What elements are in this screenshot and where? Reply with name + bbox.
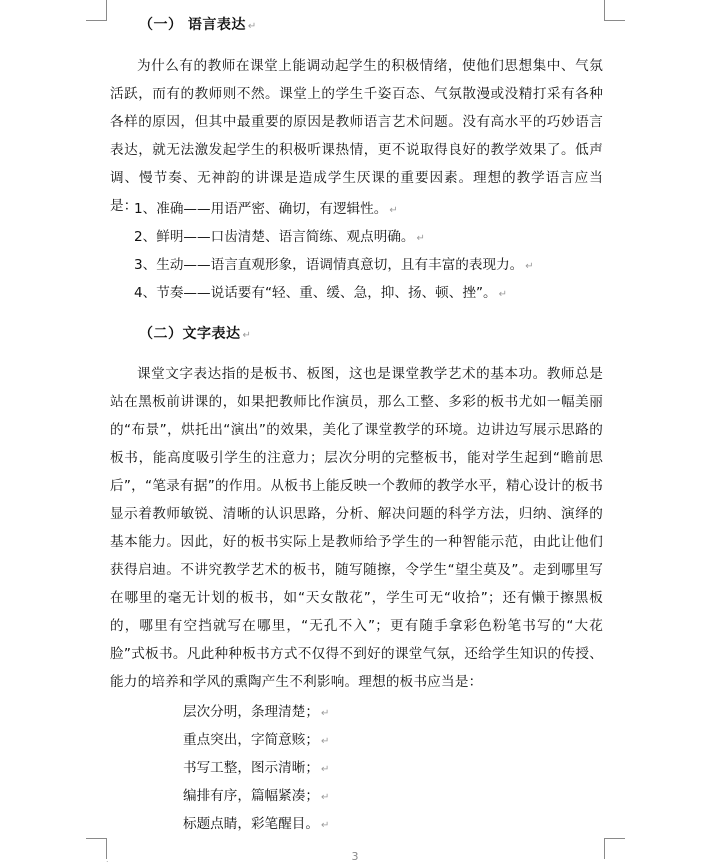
list-item: 标题点睛，彩笔醒目。 ↵ (183, 816, 330, 832)
paragraph-mark-icon: ↵ (247, 21, 257, 32)
paragraph-mark-icon: ↵ (389, 205, 398, 216)
corner-mark-top-left (86, 0, 107, 21)
section1-paragraph: 为什么有的教师在课堂上能调动起学生的积极情绪，使他们思想集中、气氛活跃，而有的教师则不然。课堂上的学生千姿百态、气氛散漫或没精打采有各种各样的原因，但其中最重要的原因是教师语言艺术问题。没有高水平的巧妙语言表达，就无法激发起学生的积极听课热情，更不说取得良好的教学效果了。低声调、慢节奏、无神韵的讲课是造成学生厌课的重要因素。理想的教学语言应当是： (110, 58, 603, 214)
paragraph-mark-icon: ↵ (498, 289, 507, 300)
paragraph-mark-icon: ↵ (320, 708, 330, 719)
paragraph-mark-icon: ↵ (416, 233, 425, 244)
corner-mark-top-right (604, 0, 625, 21)
list-item: 书写工整，图示清晰； ↵ (183, 760, 330, 776)
list-item: 2、鲜明——口齿清楚、语言简练、观点明确。 ↵ (134, 229, 425, 245)
paragraph-mark-icon: ↵ (320, 764, 330, 775)
paragraph-mark-icon: ↵ (320, 736, 330, 747)
list-item: 层次分明，条理清楚； ↵ (183, 704, 330, 720)
list-item: 重点突出，字简意赅； ↵ (183, 732, 330, 748)
paragraph-mark-icon: ↵ (242, 330, 252, 341)
section1-title: （一） 语言表达 (139, 17, 246, 33)
list-item: 3、生动——语言直观形象，语调情真意切，且有丰富的表现力。 ↵ (134, 257, 534, 273)
list-item: 1、准确——用语严密、确切，有逻辑性。 ↵ (134, 201, 398, 217)
section2-paragraph: 课堂文字表达指的是板书、板图，这也是课堂教学艺术的基本功。教师总是站在黑板前讲课的，如果把教师比作演员，那么工整、多彩的板书尤如一幅美丽的“布景”，烘托出“演出”的效果，美化了课堂教学的环境。边讲边写展示思路的板书，能高度吸引学生的注意力；层次分明的完整板书，能对学生起到“瞻前思后”，“笔录有据”的作用。从板书上能反映一个教师的教学水平，精心设计的板书显示着教师敏锐、清晰的认识思路，分析、解决问题的科学方法，归纳、演绎的基本能力。因此，好的板书实际上是教师给予学生的一种智能示范，由此让他们获得启迪。不讲究教学艺术的板书，随写随擦，令学生“望尘莫及”。走到哪里写在哪里的毫无计划的板书，如“天女散花”，学生可无“收拾”；还有懒于擦黑板的，哪里有空挡就写在哪里，“无孔不入”；更有随手拿彩色粉笔书写的“大花脸”式板书。凡此种种板书方式不仅得不到好的课堂气氛，还给学生知识的传授、能力的培养和学风的熏陶产生不利影响。理想的板书应当是： (110, 366, 603, 690)
paragraph-mark-icon: ↵ (525, 261, 534, 272)
list-item: 4、节奏——说话要有“轻、重、缓、急，抑、扬、顿、挫”。 ↵ (134, 285, 507, 301)
paragraph-mark-icon: ↵ (320, 792, 330, 803)
section2-title: （二）文字表达 (139, 326, 241, 342)
page-number: 3 (351, 850, 359, 863)
section2-heading (139, 323, 251, 343)
paragraph-mark-icon: ↵ (320, 820, 330, 831)
list-item: 编排有序，篇幅紧凑； ↵ (183, 788, 330, 804)
section1-heading (139, 14, 257, 34)
corner-dot: . (106, 855, 109, 864)
